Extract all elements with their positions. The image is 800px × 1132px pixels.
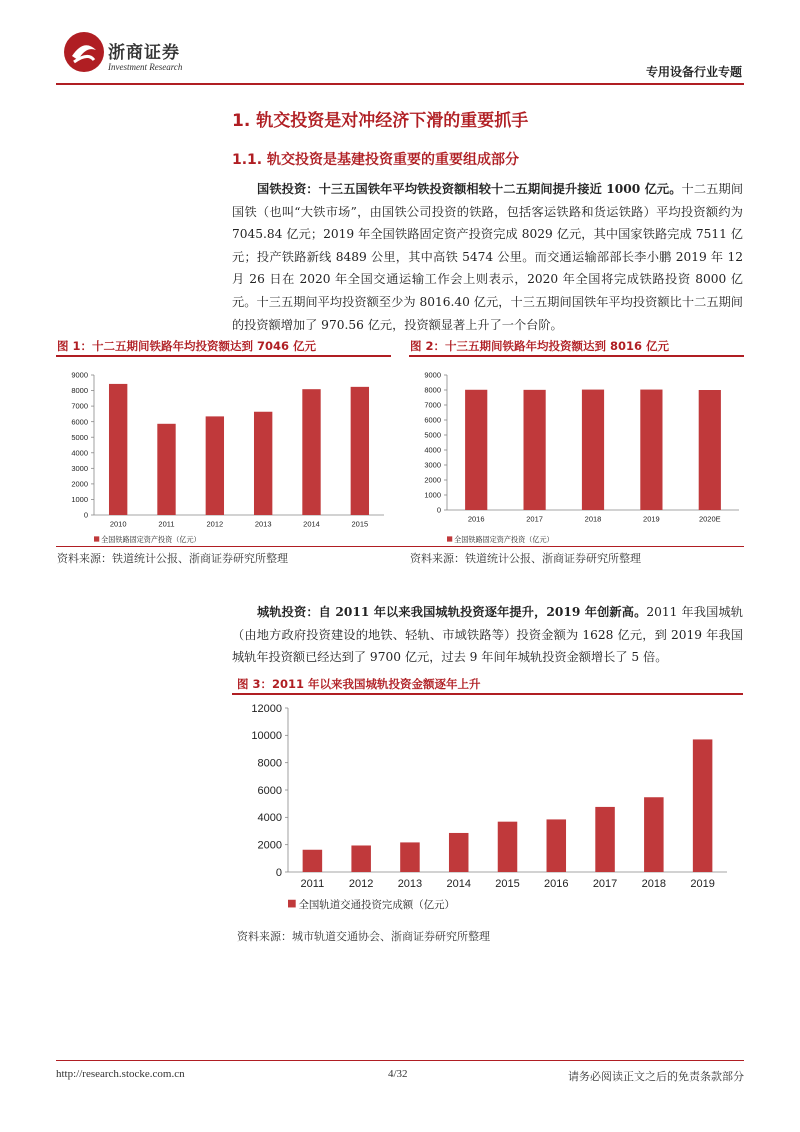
y-tick-label: 8000	[424, 385, 441, 395]
bar-2011	[157, 424, 175, 515]
legend-label: 全国铁路固定资产投资（亿元）	[454, 536, 554, 544]
y-tick-label: 8000	[257, 757, 282, 770]
paragraph-body: 十二五期间国铁（也叫“大铁市场”，由国铁公司投资的铁路，包括客运铁路和货运铁路）平均投资额约为 7045.84 亿元；2019 年全国铁路固定资产投资完成 8029 亿元，其中国家铁路完成 7511 亿元；投产铁路新线 8489 公里，其中高铁 5474 公里。而交通运输部部长李小鹏 2019 年 12 月 26 日在 2020 年全国交通运输工作会上则表示，2020 年全国将完成铁路投资 8000 亿元。十三五期间平均投资额至少为 8016.40 亿元，十三五期间国铁年平均投资额比十二五期间的投资额增加了 970.56 亿元，投资额显著上升了一个台阶。	[232, 182, 744, 332]
bar-2016	[547, 819, 567, 872]
bar-2020E	[699, 390, 721, 510]
chart-1	[56, 364, 391, 546]
paragraph-lead: 国铁投资：十三五国铁年平均铁投资额相较十二五期间提升接近 1000 亿元。	[257, 182, 682, 196]
y-tick-label: 3000	[71, 463, 88, 473]
x-tick-label: 2015	[495, 878, 520, 890]
y-tick-label: 7000	[71, 401, 88, 411]
y-tick-label: 2000	[424, 475, 441, 485]
figure-1-rule	[56, 355, 391, 357]
legend-swatch	[94, 536, 99, 541]
x-tick-label: 2014	[303, 519, 320, 529]
x-tick-label: 2018	[584, 514, 602, 524]
bar-2014	[302, 389, 320, 515]
bar-2012	[206, 416, 224, 515]
legend-swatch	[447, 536, 452, 541]
y-tick-label: 5000	[424, 430, 441, 440]
logo-icon	[62, 30, 106, 74]
paragraph-rail-investment	[232, 178, 743, 336]
y-tick-label: 9000	[424, 370, 441, 380]
x-tick-label: 2015	[351, 519, 369, 529]
figure-2-title: 图 2：十三五期间铁路年均投资额达到 8016 亿元	[410, 339, 670, 353]
figure-1-title: 图 1：十二五期间铁路年均投资额达到 7046 亿元	[57, 339, 317, 353]
bar-2017	[524, 390, 546, 510]
x-tick-label: 2013	[397, 878, 423, 890]
subsection-heading: 1.1. 轨交投资是基建投资重要的重要组成部分	[232, 152, 519, 168]
bar-2013	[400, 842, 420, 872]
bar-2012	[351, 845, 371, 872]
y-tick-label: 10000	[251, 730, 282, 743]
bar-2011	[303, 850, 323, 872]
x-tick-label: 2012	[348, 878, 374, 890]
x-tick-label: 2011	[300, 878, 325, 890]
y-tick-label: 0	[275, 866, 282, 879]
figure-2-source: 资料来源：铁道统计公报、浙商证券研究所整理	[410, 552, 641, 565]
bar-2019	[693, 739, 713, 872]
y-tick-label: 2000	[71, 479, 88, 489]
x-tick-label: 2016	[544, 878, 569, 890]
bar-2010	[109, 384, 127, 515]
paragraph-lead: 城轨投资：自 2011 年以来我国城轨投资逐年提升，2019 年创新高。	[257, 605, 647, 619]
chart-2	[409, 364, 744, 546]
y-tick-label: 1000	[424, 490, 441, 500]
y-tick-label: 9000	[71, 370, 88, 380]
legend-swatch	[288, 900, 296, 908]
x-tick-label: 2011	[158, 519, 175, 529]
y-tick-label: 4000	[424, 445, 441, 455]
figure-1-source: 资料来源：铁道统计公报、浙商证券研究所整理	[57, 552, 288, 565]
x-tick-label: 2019	[643, 514, 660, 524]
logo-text-cn: 浙商证券	[108, 43, 180, 63]
legend-label: 全国轨道交通投资完成额（亿元）	[298, 900, 456, 911]
bar-2013	[254, 412, 272, 515]
y-tick-label: 6000	[257, 784, 282, 797]
y-tick-label: 12000	[251, 702, 282, 715]
bar-2018	[582, 390, 604, 510]
figure-3-rule	[232, 693, 743, 695]
bar-2015	[351, 387, 369, 515]
figure-2-rule	[409, 355, 744, 357]
footer-disclaimer: 请务必阅读正文之后的免责条款部分	[568, 1070, 744, 1083]
x-tick-label: 2017	[592, 878, 618, 890]
paragraph-body: 2011 年我国城轨（由地方政府投资建设的地铁、轻轨、市域铁路等）投资金额为 1628 亿元，到 2019 年我国城轨年投资额已经达到了 9700 亿元，过去 9 年间年城轨投资金额增长了 5 倍。	[232, 605, 743, 665]
y-tick-label: 4000	[257, 812, 282, 825]
section-heading: 1. 轨交投资是对冲经济下滑的重要抓手	[232, 111, 529, 131]
x-tick-label: 2018	[641, 878, 667, 890]
header-divider	[56, 83, 744, 85]
y-tick-label: 1000	[71, 495, 88, 505]
x-tick-label: 2010	[109, 519, 127, 529]
y-tick-label: 7000	[424, 400, 441, 410]
footer-divider	[56, 1060, 744, 1061]
bar-2016	[465, 390, 487, 510]
x-tick-label: 2019	[690, 878, 715, 890]
figures-bottom-rule	[56, 546, 744, 547]
x-tick-label: 2013	[254, 519, 272, 529]
y-tick-label: 2000	[257, 839, 282, 852]
logo-text-en: Investment Research	[108, 62, 183, 72]
footer-url[interactable]: http://research.stocke.com.cn	[56, 1068, 185, 1080]
y-tick-label: 0	[83, 510, 88, 520]
x-tick-label: 2014	[446, 878, 471, 890]
y-tick-label: 0	[436, 505, 441, 515]
figure-3-source: 资料来源：城市轨道交通协会、浙商证券研究所整理	[237, 930, 490, 943]
figure-3-title: 图 3：2011 年以来我国城轨投资金额逐年上升	[237, 677, 481, 691]
y-tick-label: 5000	[71, 432, 88, 442]
x-tick-label: 2020E	[698, 514, 721, 524]
chart-3	[232, 700, 743, 922]
y-tick-label: 4000	[71, 448, 88, 458]
x-tick-label: 2017	[526, 514, 543, 524]
x-tick-label: 2012	[206, 519, 224, 529]
bar-2018	[644, 797, 664, 872]
bar-2017	[595, 807, 615, 872]
bar-2014	[449, 833, 469, 872]
y-tick-label: 6000	[424, 415, 441, 425]
y-tick-label: 8000	[71, 386, 88, 396]
paragraph-urban-rail	[232, 601, 743, 669]
header-title: 专用设备行业专题	[645, 65, 742, 79]
y-tick-label: 3000	[424, 460, 441, 470]
bar-2019	[640, 390, 662, 510]
x-tick-label: 2016	[467, 514, 485, 524]
y-tick-label: 6000	[71, 417, 88, 427]
legend-label: 全国铁路固定资产投资（亿元）	[101, 536, 201, 544]
page-number: 4/32	[388, 1068, 408, 1080]
bar-2015	[498, 822, 518, 872]
